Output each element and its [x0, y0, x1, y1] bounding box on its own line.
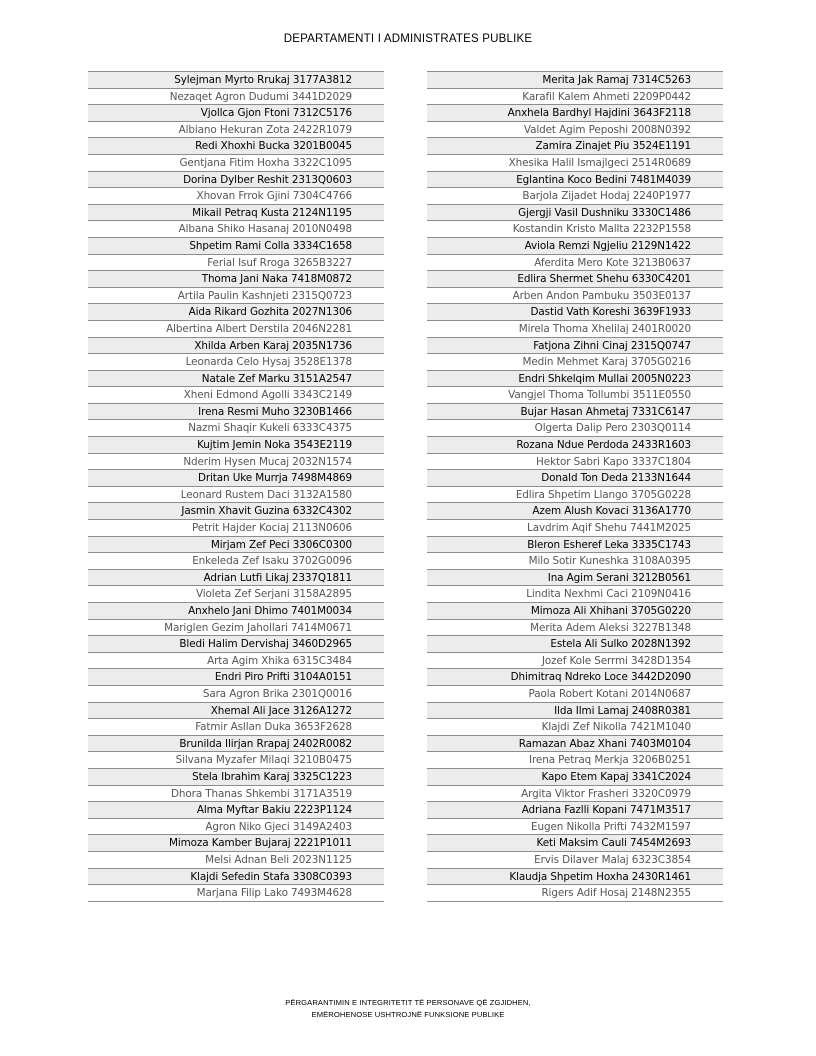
list-item: Brunilda Ilirjan Rrapaj 2402R0082 — [88, 736, 384, 753]
list-item: Alma Myftar Bakiu 2223P1124 — [88, 802, 384, 819]
list-item: Keti Maksim Cauli 7454M2693 — [427, 835, 723, 852]
list-item: Redi Xhoxhi Bucka 3201B0045 — [88, 138, 384, 155]
list-item: Leonard Rustem Daci 3132A1580 — [88, 487, 384, 504]
list-item: Hektor Sabri Kapo 3337C1804 — [427, 454, 723, 471]
list-item: Nazmi Shaqir Kukeli 6333C4375 — [88, 420, 384, 437]
list-item: Dritan Uke Murrja 7498M4869 — [88, 470, 384, 487]
list-item: Gentjana Fitim Hoxha 3322C1095 — [88, 155, 384, 172]
list-item: Rigers Adif Hosaj 2148N2355 — [427, 885, 723, 902]
list-item: Mikail Petraq Kusta 2124N1195 — [88, 205, 384, 222]
list-item: Fatjona Zihni Cinaj 2315Q0747 — [427, 338, 723, 355]
list-item: Stela Ibrahim Karaj 3325C1223 — [88, 769, 384, 786]
list-item: Jasmin Xhavit Guzina 6332C4302 — [88, 503, 384, 520]
list-item: Olgerta Dalip Pero 2303Q0114 — [427, 420, 723, 437]
list-item: Aferdita Mero Kote 3213B0637 — [427, 255, 723, 272]
list-item: Edlira Shpetim Llango 3705G0228 — [427, 487, 723, 504]
list-item: Eugen Nikolla Prifti 7432M1597 — [427, 819, 723, 836]
list-item: Arben Andon Pambuku 3503E0137 — [427, 288, 723, 305]
list-item: Vangjel Thoma Tollumbi 3511E0550 — [427, 387, 723, 404]
list-item: Adriana Fazlli Kopani 7471M3517 — [427, 802, 723, 819]
list-item: Valdet Agim Peposhi 2008N0392 — [427, 122, 723, 139]
list-item: Kapo Etem Kapaj 3341C2024 — [427, 769, 723, 786]
list-item: Lavdrim Aqif Shehu 7441M2025 — [427, 520, 723, 537]
list-item: Petrit Hajder Kociaj 2113N0606 — [88, 520, 384, 537]
list-item: Xhemal Ali Jace 3126A1272 — [88, 703, 384, 720]
list-item: Marjana Filip Lako 7493M4628 — [88, 885, 384, 902]
list-item: Bleron Esheref Leka 3335C1743 — [427, 537, 723, 554]
list-item: Adrian Lutfi Likaj 2337Q1811 — [88, 570, 384, 587]
list-item: Estela Ali Sulko 2028N1392 — [427, 636, 723, 653]
list-item: Sylejman Myrto Rrukaj 3177A3812 — [88, 72, 384, 89]
list-item: Xheni Edmond Agolli 3343C2149 — [88, 387, 384, 404]
list-item: Kostandin Kristo Mallta 2232P1558 — [427, 221, 723, 238]
list-item: Nezaqet Agron Dudumi 3441D2029 — [88, 89, 384, 106]
list-item: Irena Resmi Muho 3230B1466 — [88, 404, 384, 421]
list-item: Mariglen Gezim Jahollari 7414M0671 — [88, 620, 384, 637]
list-item: Paola Robert Kotani 2014N0687 — [427, 686, 723, 703]
footer-line-2: EMËROHENOSE USHTROJNË FUNKSIONE PUBLIKE — [311, 1010, 505, 1019]
list-item: Lindita Nexhmi Caci 2109N0416 — [427, 586, 723, 603]
list-item: Bujar Hasan Ahmetaj 7331C6147 — [427, 404, 723, 421]
list-item: Barjola Zijadet Hodaj 2240P1977 — [427, 188, 723, 205]
list-item: Merita Adem Aleksi 3227B1348 — [427, 620, 723, 637]
list-item: Ervis Dilaver Malaj 6323C3854 — [427, 852, 723, 869]
list-item: Violeta Zef Serjani 3158A2895 — [88, 586, 384, 603]
list-item: Albertina Albert Derstila 2046N2281 — [88, 321, 384, 338]
list-item: Anxhela Bardhyl Hajdini 3643F2118 — [427, 105, 723, 122]
list-item: Sara Agron Brika 2301Q0016 — [88, 686, 384, 703]
list-item: Klaudja Shpetim Hoxha 2430R1461 — [427, 869, 723, 886]
list-item: Fatmir Asllan Duka 3653F2628 — [88, 719, 384, 736]
list-item: Dastid Vath Koreshi 3639F1933 — [427, 304, 723, 321]
list-item: Albiano Hekuran Zota 2422R1079 — [88, 122, 384, 139]
list-item: Enkeleda Zef Isaku 3702G0096 — [88, 553, 384, 570]
list-item: Ramazan Abaz Xhani 7403M0104 — [427, 736, 723, 753]
list-item: Artila Paulin Kashnjeti 2315Q0723 — [88, 288, 384, 305]
list-item: Dorina Dylber Reshit 2313Q0603 — [88, 172, 384, 189]
footer-line-1: PËRGARANTIMIN E INTEGRITETIT TË PERSONAVE QË ZGJIDHEN, — [285, 998, 531, 1007]
list-item: Nderim Hysen Mucaj 2032N1574 — [88, 454, 384, 471]
list-item: Merita Jak Ramaj 7314C5263 — [427, 72, 723, 89]
list-item: Shpetim Rami Colla 3334C1658 — [88, 238, 384, 255]
list-item: Gjergji Vasil Dushniku 3330C1486 — [427, 205, 723, 222]
list-item: Mirjam Zef Peci 3306C0300 — [88, 537, 384, 554]
list-item: Karafil Kalem Ahmeti 2209P0442 — [427, 89, 723, 106]
list-item: Mimoza Ali Xhihani 3705G0220 — [427, 603, 723, 620]
list-item: Eglantina Koco Bedini 7481M4039 — [427, 172, 723, 189]
list-item: Ilda Ilmi Lamaj 2408R0381 — [427, 703, 723, 720]
list-item: Silvana Myzafer Milaqi 3210B0475 — [88, 752, 384, 769]
list-item: Dhora Thanas Shkembi 3171A3519 — [88, 786, 384, 803]
list-item: Milo Sotir Kuneshka 3108A0395 — [427, 553, 723, 570]
list-item: Arta Agim Xhika 6315C3484 — [88, 653, 384, 670]
list-item: Albana Shiko Hasanaj 2010N0498 — [88, 221, 384, 238]
list-item: Klajdi Zef Nikolla 7421M1040 — [427, 719, 723, 736]
list-item: Bledi Halim Dervishaj 3460D2965 — [88, 636, 384, 653]
list-item: Endri Shkelqim Mullai 2005N0223 — [427, 371, 723, 388]
list-item: Anxhelo Jani Dhimo 7401M0034 — [88, 603, 384, 620]
list-item: Irena Petraq Merkja 3206B0251 — [427, 752, 723, 769]
list-item: Agron Niko Gjeci 3149A2403 — [88, 819, 384, 836]
list-item: Dhimitraq Ndreko Loce 3442D2090 — [427, 669, 723, 686]
list-item: Xhilda Arben Karaj 2035N1736 — [88, 338, 384, 355]
list-item: Endri Piro Prifti 3104A0151 — [88, 669, 384, 686]
list-item: Azem Alush Kovaci 3136A1770 — [427, 503, 723, 520]
list-item: Vjollca Gjon Ftoni 7312C5176 — [88, 105, 384, 122]
list-item: Rozana Ndue Perdoda 2433R1603 — [427, 437, 723, 454]
list-item: Xhesika Halil Ismajlgeci 2514R0689 — [427, 155, 723, 172]
list-item: Leonarda Celo Hysaj 3528E1378 — [88, 354, 384, 371]
list-item: Aviola Remzi Ngjeliu 2129N1422 — [427, 238, 723, 255]
list-item: Edlira Shermet Shehu 6330C4201 — [427, 271, 723, 288]
left-name-list — [88, 71, 384, 902]
list-item: Melsi Adnan Beli 2023N1125 — [88, 852, 384, 869]
list-item: Ina Agim Serani 3212B0561 — [427, 570, 723, 587]
list-item: Medin Mehmet Karaj 3705G0216 — [427, 354, 723, 371]
list-item: Ferial Isuf Rroga 3265B3227 — [88, 255, 384, 272]
list-item: Donald Ton Deda 2133N1644 — [427, 470, 723, 487]
list-item: Klajdi Sefedin Stafa 3308C0393 — [88, 869, 384, 886]
list-item: Argita Viktor Frasheri 3320C0979 — [427, 786, 723, 803]
list-item: Zamira Zinajet Piu 3524E1191 — [427, 138, 723, 155]
list-item: Xhovan Frrok Gjini 7304C4766 — [88, 188, 384, 205]
list-item: Kujtim Jemin Noka 3543E2119 — [88, 437, 384, 454]
list-item: Jozef Kole Serrmi 3428D1354 — [427, 653, 723, 670]
right-name-list — [427, 71, 723, 902]
list-item: Aida Rikard Gozhita 2027N1306 — [88, 304, 384, 321]
page-footer — [0, 997, 816, 1021]
page-title: DEPARTAMENTI I ADMINISTRATES PUBLIKE — [283, 33, 533, 45]
list-item: Thoma Jani Naka 7418M0872 — [88, 271, 384, 288]
list-item: Mirela Thoma Xhelilaj 2401R0020 — [427, 321, 723, 338]
list-item: Natale Zef Marku 3151A2547 — [88, 371, 384, 388]
list-item: Mimoza Kamber Bujaraj 2221P1011 — [88, 835, 384, 852]
